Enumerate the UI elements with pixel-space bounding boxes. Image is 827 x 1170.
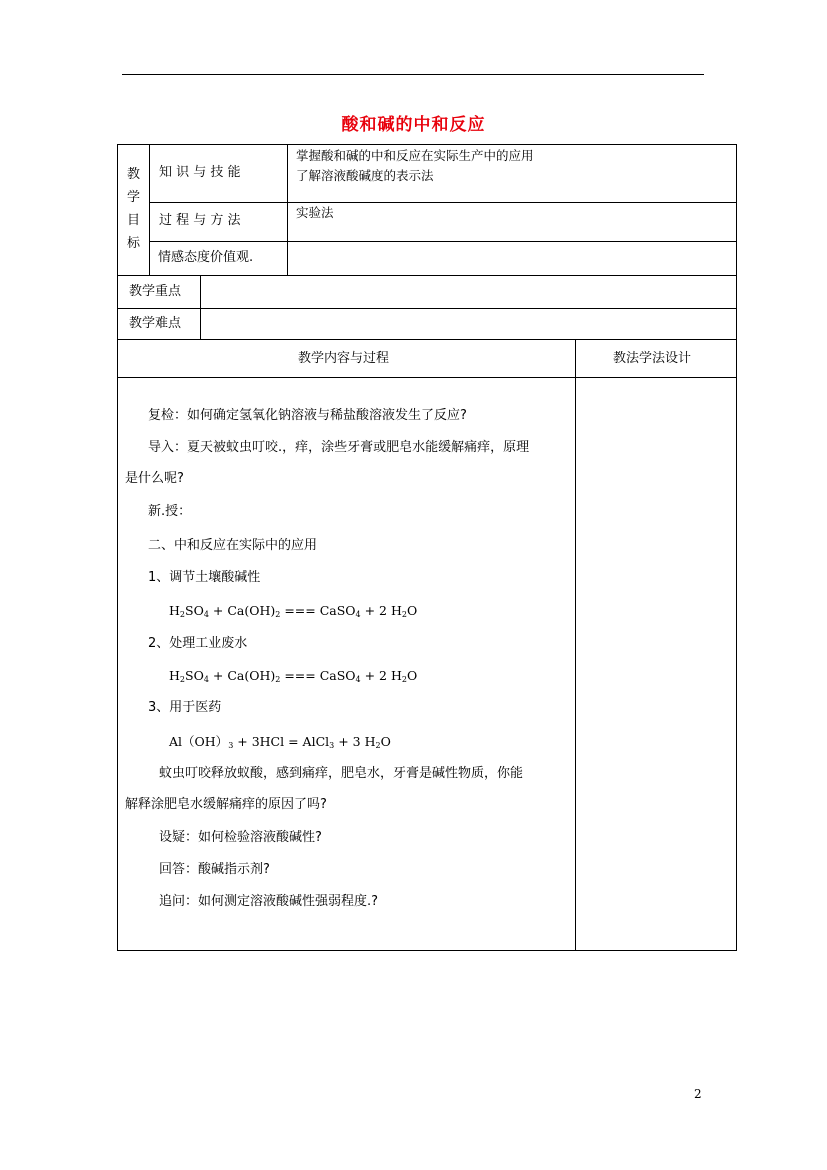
formula-2: $H_2SO_4 + Ca(OH)_2$ === CaSO$_4$ + 2 $H_2O$ — [169, 668, 418, 684]
review-text: 复检：如何确定氢氧化钠溶液与稀盐酸溶液发生了反应? — [148, 408, 467, 423]
question-text: 设疑：如何检验溶液酸碱性? — [159, 830, 322, 845]
row-divider — [149, 241, 737, 242]
page-number: 2 — [694, 1087, 702, 1101]
process-methods-value: 实验法 — [296, 205, 334, 220]
key-points-label: 教学重点 — [129, 284, 182, 299]
section-heading: 二、中和反应在实际中的应用 — [148, 538, 318, 553]
objectives-label-char: 教 — [127, 167, 141, 182]
item-1: 1、调节土壤酸碱性 — [148, 570, 261, 585]
content-header: 教学内容与过程 — [298, 351, 390, 366]
new-lesson-text: 新.授： — [148, 504, 192, 519]
row-divider — [118, 308, 737, 309]
lesson-plan-table — [117, 144, 737, 951]
col-divider — [287, 145, 288, 275]
header-rule — [122, 74, 704, 75]
intro-text-line-1: 导入：夏天被蚊虫叮咬.，痒，涂些牙膏或肥皂水能缓解痛痒，原理 — [148, 440, 530, 455]
row-divider — [118, 275, 737, 276]
method-header: 教法学法设计 — [613, 351, 692, 366]
attitude-values-label: 情感态度价值观. — [158, 250, 254, 265]
row-divider — [149, 202, 737, 203]
knowledge-skills-line-2: 了解溶液酸碱度的表示法 — [296, 168, 434, 183]
item-3: 3、用于医药 — [148, 700, 222, 715]
item-2: 2、处理工业废水 — [148, 636, 248, 651]
document-title: 酸和碱的中和反应 — [341, 115, 486, 135]
follow-up-text: 追问：如何测定溶液酸碱性强弱程度.? — [159, 894, 379, 909]
row-divider — [118, 339, 737, 340]
col-divider — [200, 275, 201, 339]
explain-line-2: 解释涂肥皂水缓解痛痒的原因了吗? — [125, 797, 327, 812]
knowledge-skills-label: 知 识 与 技 能 — [159, 165, 241, 180]
col-divider — [575, 339, 576, 951]
formula-1: $H_2SO_4 + Ca(OH)_2$ === CaSO$_4$ + 2 $H_2O$ — [169, 603, 418, 619]
objectives-label-char: 标 — [127, 236, 141, 251]
objectives-label-char: 学 — [127, 190, 141, 205]
row-divider — [118, 377, 737, 378]
knowledge-skills-line-1: 掌握酸和碱的中和反应在实际生产中的应用 — [296, 148, 534, 163]
explain-line-1: 蚊虫叮咬释放蚁酸，感到痛痒，肥皂水，牙膏是碱性物质，你能 — [159, 766, 524, 781]
objectives-label-char: 目 — [127, 213, 141, 228]
intro-text-line-2: 是什么呢? — [125, 471, 184, 486]
answer-text: 回答：酸碱指示剂? — [159, 862, 270, 877]
difficult-points-label: 教学难点 — [129, 316, 182, 331]
col-divider — [149, 145, 150, 275]
process-methods-label: 过 程 与 方 法 — [159, 213, 241, 228]
objectives-label — [127, 163, 140, 255]
formula-3: $Al(OH)_3 + 3HCl$ = AlCl$_3$ + 3 $H_2O$ — [169, 734, 391, 750]
